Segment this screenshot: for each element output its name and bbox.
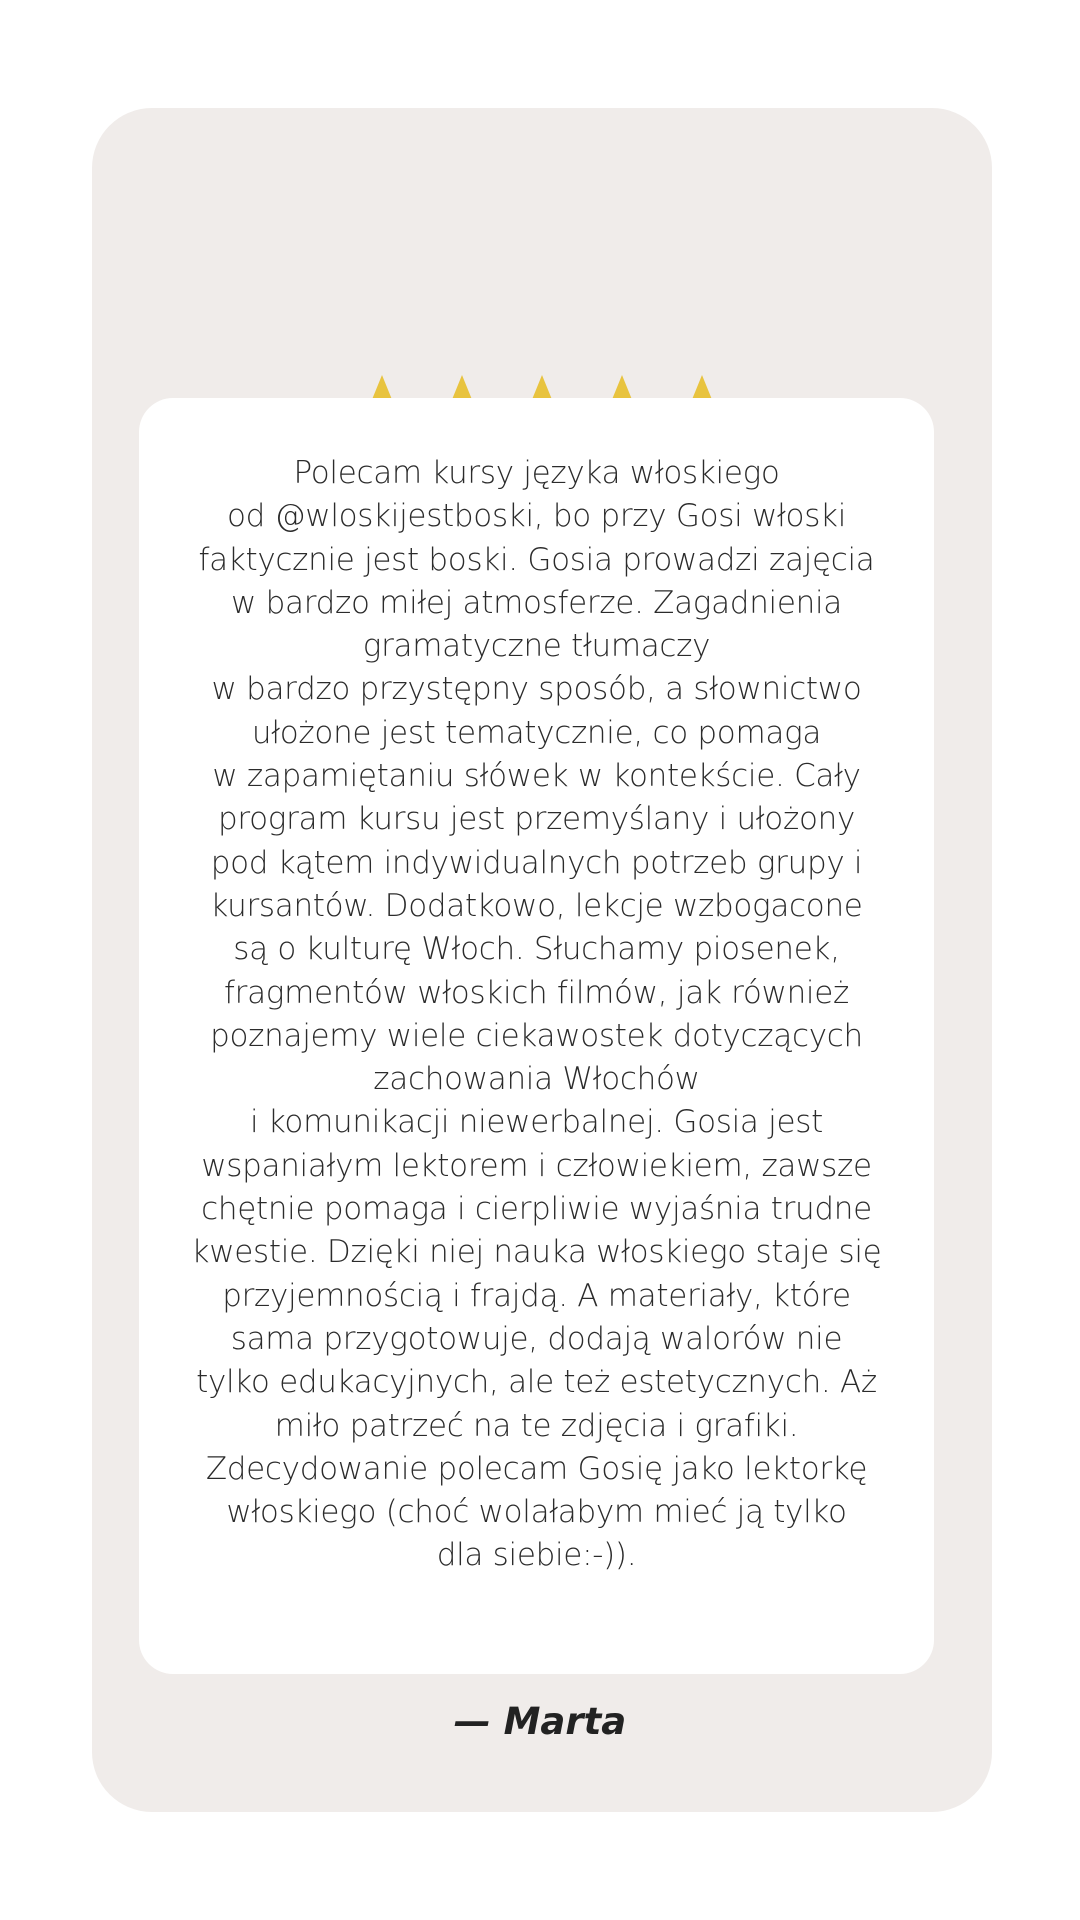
author-signature: — Marta	[453, 1700, 627, 1743]
review-line: chętnie pomaga i cierpliwie wyjaśnia trudne	[201, 1191, 872, 1228]
review-line: w zapamiętaniu słówek w kontekście. Cały	[212, 758, 861, 795]
review-line: w bardzo miłej atmosferze. Zagadnienia	[231, 584, 842, 621]
review-line: pod kątem indywidualnych potrzeb grupy i	[210, 844, 863, 881]
review-line: gramatyczne tłumaczy	[362, 628, 711, 665]
review-line: sama przygotowuje, dodają walorów nie	[230, 1320, 843, 1357]
review-line: fragmentów włoskich filmów, jak również	[224, 974, 849, 1011]
review-line: są o kulturę Włoch. Słuchamy piosenek,	[233, 931, 840, 968]
review-line: kwestie. Dzięki niej nauka włoskiego staje się	[191, 1234, 882, 1271]
review-line: w bardzo przystępny sposób, a słownictwo	[211, 671, 862, 708]
review-line: zachowania Włochów	[373, 1061, 700, 1098]
review-line: ułożone jest tematycznie, co pomaga	[251, 714, 822, 751]
review-line: od @wloskijestboski, bo przy Gosi włoski	[226, 498, 847, 535]
review-line: faktycznie jest boski. Gosia prowadzi zajęcia	[198, 541, 875, 578]
review-text-box	[139, 398, 934, 1674]
review-line: Polecam kursy języka włoskiego	[293, 455, 780, 491]
review-line: kursantów. Dodatkowo, lekcje wzbogacone	[210, 887, 863, 924]
review-line: poznajemy wiele ciekawostek dotyczących	[210, 1017, 863, 1054]
review-line: i komunikacji niewerbalnej. Gosia jest	[250, 1104, 823, 1141]
review-line: miło patrzeć na te zdjęcia i grafiki.	[274, 1407, 799, 1444]
review-line: dla siebie:-)).	[436, 1537, 637, 1574]
review-line: wspaniałym lektorem i człowiekiem, zawsze	[201, 1147, 872, 1184]
review-line: Zdecydowanie polecam Gosię jako lektorkę	[205, 1450, 868, 1487]
review-text	[179, 452, 894, 1578]
review-line: przyjemnością i frajdą. A materiały, które	[222, 1277, 851, 1314]
review-line: tylko edukacyjnych, ale też estetycznych. Aż	[196, 1364, 877, 1401]
review-line: program kursu jest przemyślany i ułożony	[217, 801, 856, 838]
review-line: włoskiego (choć wolałabym mieć ją tylko	[226, 1494, 847, 1531]
